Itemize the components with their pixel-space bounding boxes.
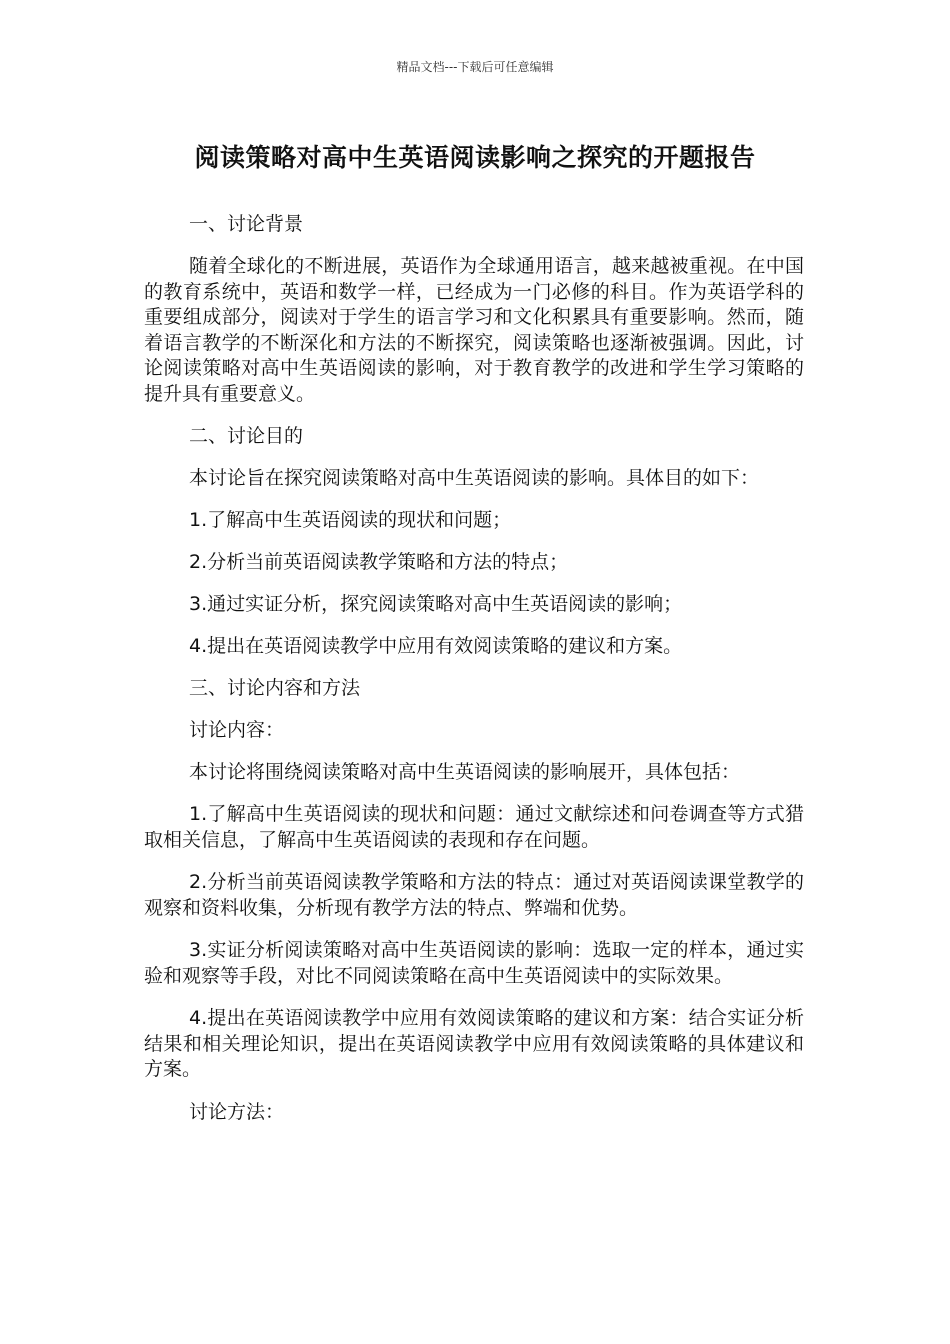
header-note: 精品文档---下载后可任意编辑 xyxy=(396,60,554,74)
purpose-item: 2.分析当前英语阅读教学策略和方法的特点； xyxy=(189,551,569,573)
paragraph-content-intro: 本讨论将围绕阅读策略对高中生英语阅读的影响展开，具体包括： xyxy=(189,761,741,783)
purpose-item: 1.了解高中生英语阅读的现状和问题； xyxy=(189,509,512,531)
section-heading-purpose: 二、讨论目的 xyxy=(189,425,304,447)
paragraph-background: 随着全球化的不断进展，英语作为全球通用语言，越来越被重视。在中国的教育系统中，英语和数学一样，已经成为一门必修的科目。作为英语学科的重要组成部分，阅读对于学生的语言学习和文化积累具有重要影响。然而，随着语言教学的不断深化和方法的不断探究，阅读策略也逐渐被强调。因此，讨论阅读策略对高中生英语阅读的影响，对于教育教学的改进和学生学习策略的提升具有重要意义。 xyxy=(144,255,804,405)
subheading-method: 讨论方法： xyxy=(189,1100,285,1123)
content-item: 4.提出在英语阅读教学中应用有效阅读策略的建议和方案：结合实证分析结果和相关理论知识，提出在英语阅读教学中应用有效阅读策略的具体建议和方案。 xyxy=(144,1007,804,1080)
subheading-content: 讨论内容： xyxy=(189,719,285,741)
content-item: 1.了解高中生英语阅读的现状和问题：通过文献综述和问卷调查等方式猎取相关信息，了解高中生英语阅读的表现和存在问题。 xyxy=(144,803,804,851)
purpose-item: 4.提出在英语阅读教学中应用有效阅读策略的建议和方案。 xyxy=(189,635,683,657)
content-item: 3.实证分析阅读策略对高中生英语阅读的影响：选取一定的样本，通过实验和观察等手段，对比不同阅读策略在高中生英语阅读中的实际效果。 xyxy=(144,939,804,987)
purpose-item: 3.通过实证分析，探究阅读策略对高中生英语阅读的影响； xyxy=(189,593,683,615)
document-body xyxy=(144,212,804,1142)
content-item: 2.分析当前英语阅读教学策略和方法的特点：通过对英语阅读课堂教学的观察和资料收集，分析现有教学方法的特点、弊端和优势。 xyxy=(144,871,804,919)
document-title: 阅读策略对高中生英语阅读影响之探究的开题报告 xyxy=(194,143,756,172)
section-heading-background: 一、讨论背景 xyxy=(189,213,304,235)
section-heading-content-method: 三、讨论内容和方法 xyxy=(189,677,361,699)
paragraph-purpose-intro: 本讨论旨在探究阅读策略对高中生英语阅读的影响。具体目的如下： xyxy=(189,467,760,489)
